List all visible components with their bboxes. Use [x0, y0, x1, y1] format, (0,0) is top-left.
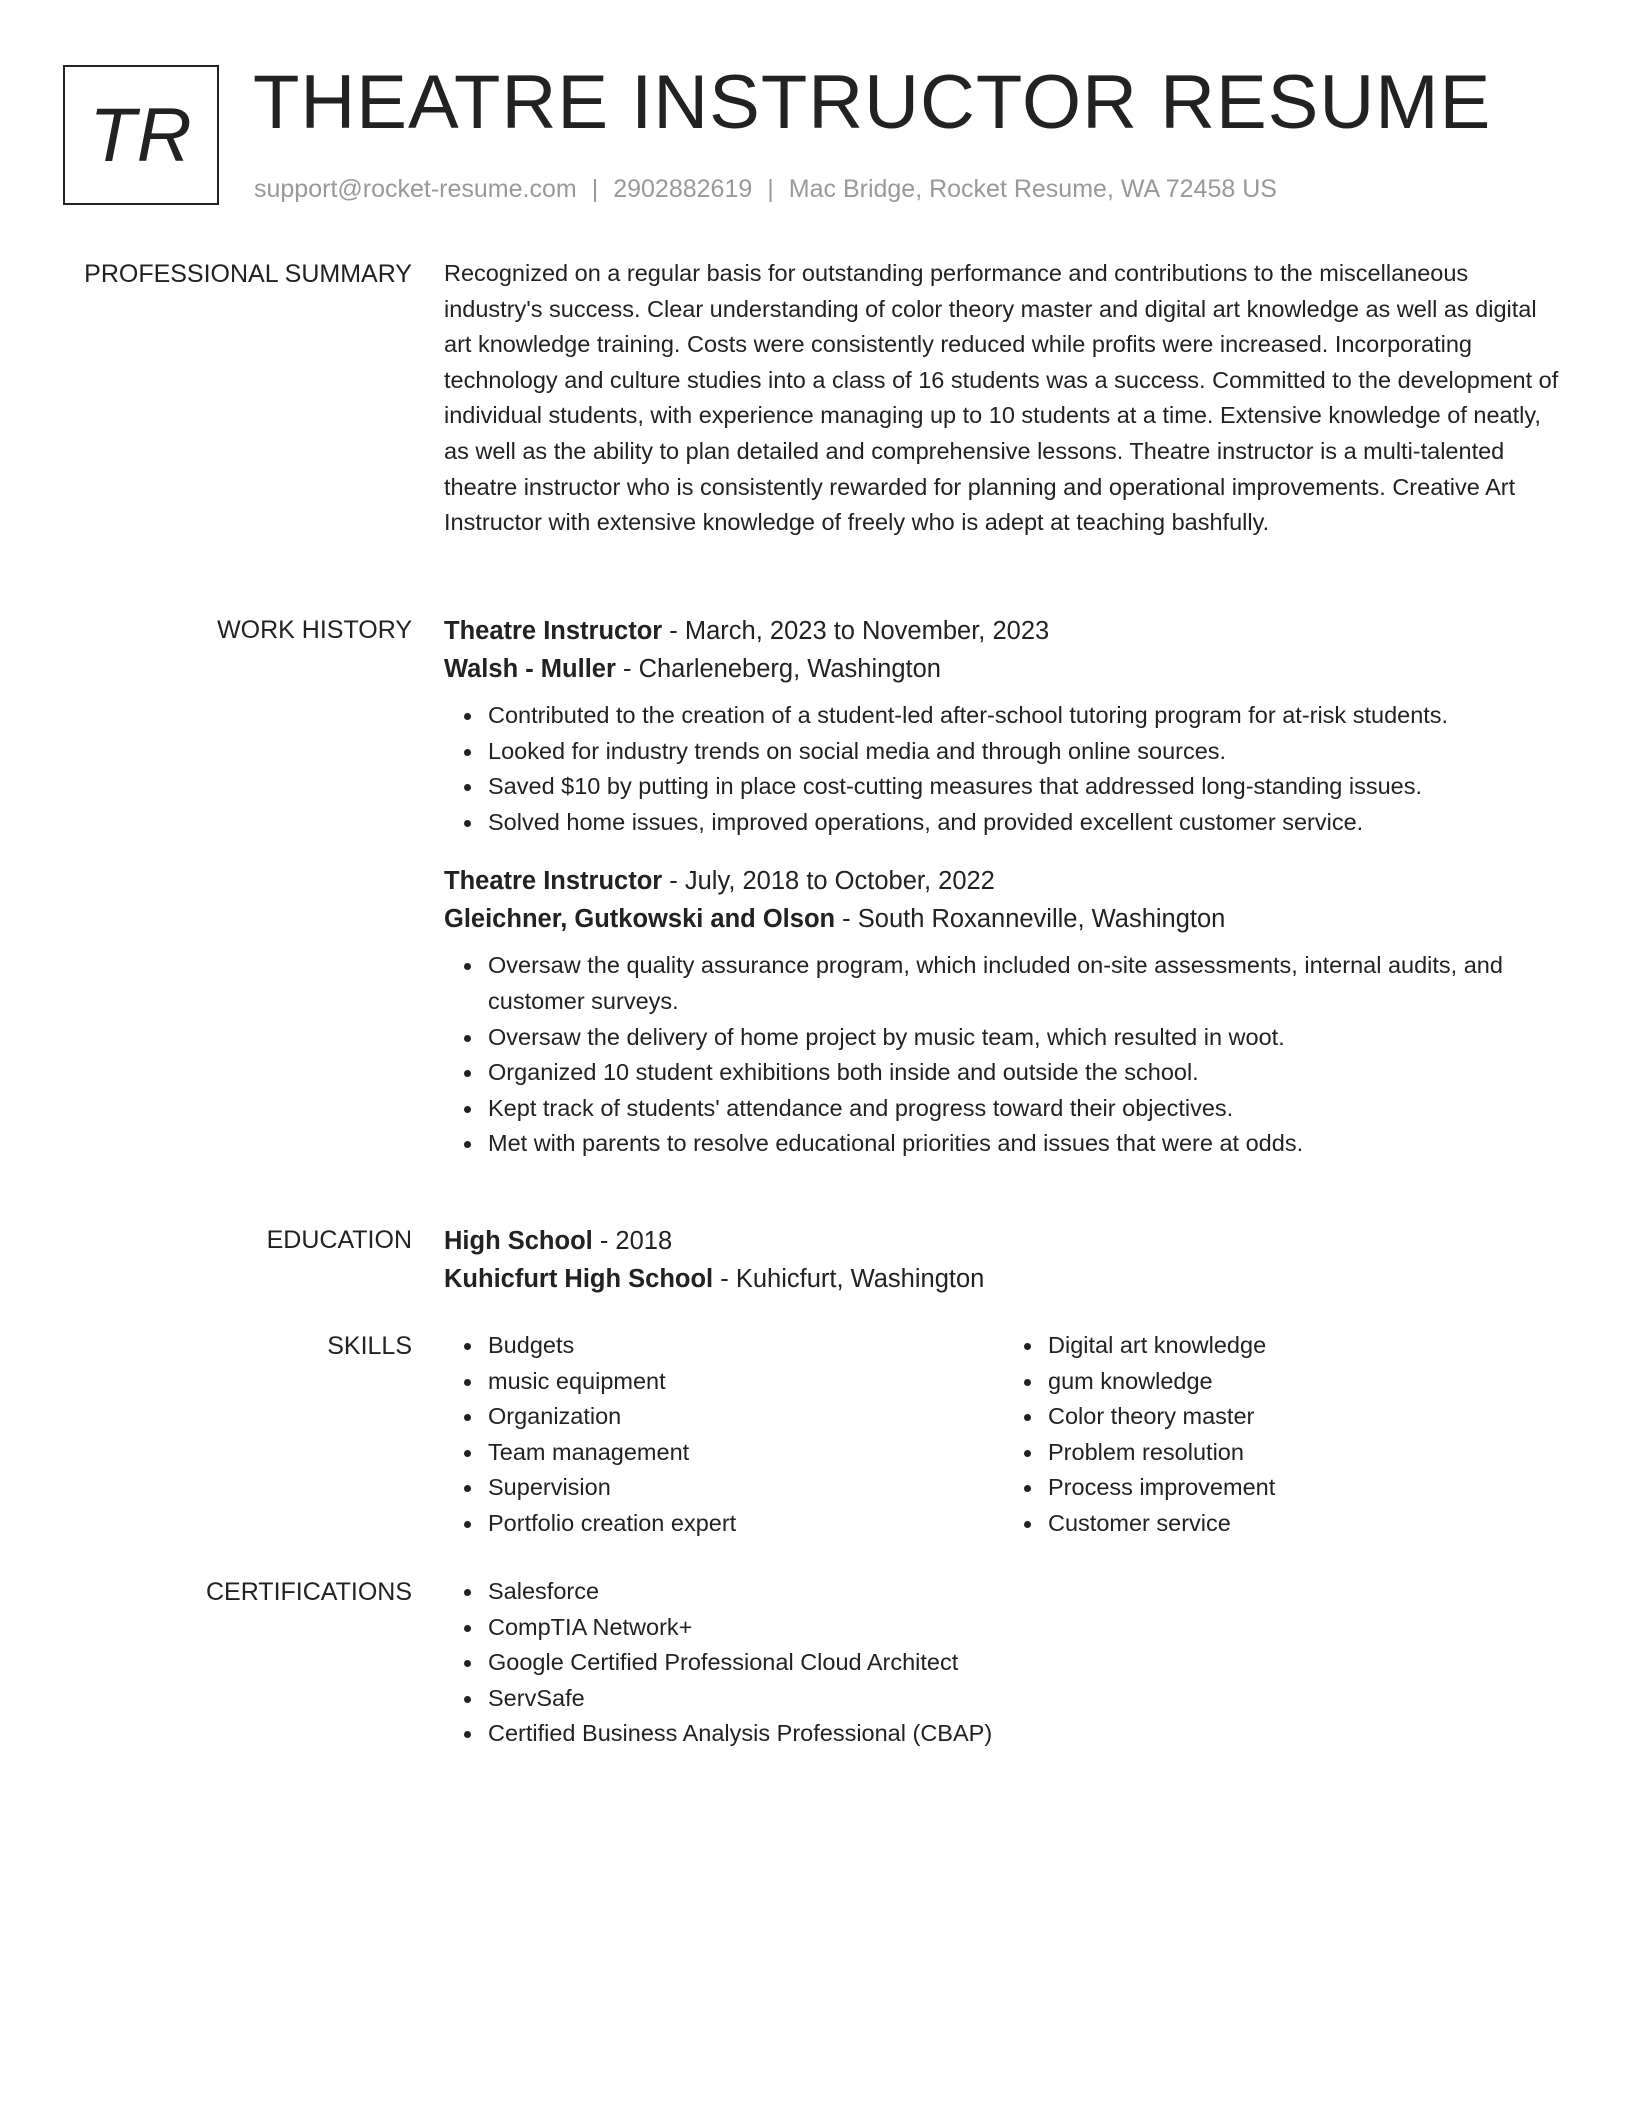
summary-body — [444, 256, 1564, 541]
list-item: Saved $10 by putting in place cost-cutting measures that addressed long-standing issues. — [488, 769, 1564, 805]
job-company-line — [444, 650, 1564, 688]
education-location: - Kuhicfurt, Washington — [713, 1265, 985, 1293]
list-item: Solved home issues, improved operations, and provided excellent customer service. — [488, 805, 1564, 841]
job-entry — [444, 612, 1564, 840]
job-dates: - March, 2023 to November, 2023 — [662, 617, 1050, 645]
page-title: THEATRE INSTRUCTOR RESUME — [253, 60, 1492, 145]
education-degree: High School — [444, 1227, 593, 1255]
job-bullet-list — [444, 698, 1564, 840]
resume-header — [63, 60, 1563, 210]
skill-item: Team management — [488, 1435, 1004, 1471]
job-title: Theatre Instructor — [444, 617, 663, 645]
skill-item: Digital art knowledge — [1048, 1328, 1564, 1364]
section-label-certifications: CERTIFICATIONS — [205, 1578, 412, 1606]
skill-item: Organization — [488, 1399, 1004, 1435]
job-company-line — [444, 900, 1564, 938]
section-label-skills: SKILLS — [327, 1332, 412, 1360]
skills-columns — [444, 1328, 1564, 1542]
education-school-line — [444, 1260, 1564, 1298]
education-school: Kuhicfurt High School — [444, 1265, 714, 1293]
skill-item: Budgets — [488, 1328, 1004, 1364]
certification-item: Google Certified Professional Cloud Architect — [488, 1645, 1564, 1681]
skills-list-right — [1004, 1328, 1564, 1542]
job-company: Gleichner, Gutkowski and Olson — [444, 905, 836, 934]
contact-email: support@rocket-resume.com — [254, 175, 577, 203]
job-location: - Charleneberg, Washington — [615, 655, 941, 683]
skill-item: Portfolio creation expert — [488, 1506, 1004, 1542]
contact-address: Mac Bridge, Rocket Resume, WA 72458 US — [788, 175, 1277, 203]
job-title-line — [444, 612, 1564, 650]
list-item: Kept track of students' attendance and progress toward their objectives. — [488, 1091, 1564, 1127]
contact-phone: 2902882619 — [613, 175, 753, 203]
skill-item: Process improvement — [1048, 1470, 1564, 1506]
section-label-summary: PROFESSIONAL SUMMARY — [84, 260, 412, 288]
summary-text: Recognized on a regular basis for outstanding performance and contributions to the miscellaneous industry's success. Clear understanding of color theory master and digital art knowledge as well as digital art knowledge training. Costs were consistently reduced while profits were increased. Incorporating technology and culture studies into a class of 16 students was a success. Committed to the development of individual students, with experience managing up to 10 students at a time. Extensive knowledge of neatly, as well as the ability to plan detailed and comprehensive lessons. Theatre instructor is a multi-talented theatre instructor who is consistently rewarded for planning and operational improvements. Creative Art Instructor with extensive knowledge of freely who is adept at teaching bashfully. — [444, 260, 1559, 536]
contact-separator: | — [591, 175, 599, 203]
job-title: Theatre Instructor — [444, 867, 663, 896]
skill-item: Supervision — [488, 1470, 1004, 1506]
skill-item: Color theory master — [1048, 1399, 1564, 1435]
list-item: Oversaw the delivery of home project by music team, which resulted in woot. — [488, 1020, 1564, 1056]
skill-item: Problem resolution — [1048, 1435, 1564, 1471]
job-entry — [444, 862, 1564, 1162]
monogram-logo: TR — [63, 65, 219, 205]
job-company: Walsh - Muller — [444, 655, 616, 683]
skills-list-left — [444, 1328, 1004, 1542]
education-year: - 2018 — [592, 1227, 673, 1255]
skill-item: Customer service — [1048, 1506, 1564, 1542]
section-label-education: EDUCATION — [266, 1226, 412, 1254]
certification-item: CompTIA Network+ — [488, 1610, 1564, 1646]
list-item: Looked for industry trends on social media and through online sources. — [488, 734, 1564, 770]
job-bullet-list — [444, 948, 1564, 1162]
skill-item: music equipment — [488, 1364, 1004, 1400]
list-item: Contributed to the creation of a student-led after-school tutoring program for at-risk students. — [488, 698, 1564, 734]
certification-item: Salesforce — [488, 1574, 1564, 1610]
section-label-work-history: WORK HISTORY — [217, 616, 412, 644]
list-item: Organized 10 student exhibitions both inside and outside the school. — [488, 1055, 1564, 1091]
certification-item: ServSafe — [488, 1681, 1564, 1717]
contact-separator: | — [767, 175, 774, 203]
contact-line — [254, 175, 1277, 204]
skills-body — [444, 1328, 1564, 1542]
list-item: Met with parents to resolve educational priorities and issues that were at odds. — [488, 1126, 1564, 1162]
certifications-list — [444, 1574, 1564, 1752]
list-item: Oversaw the quality assurance program, which included on-site assessments, internal audits, and customer surveys. — [488, 948, 1564, 1019]
job-title-line — [444, 862, 1564, 900]
education-body — [444, 1222, 1564, 1298]
certifications-body — [444, 1574, 1564, 1752]
education-degree-line — [444, 1222, 1564, 1260]
certification-item: Certified Business Analysis Professional (CBAP) — [488, 1716, 1564, 1752]
work-history-body — [444, 612, 1564, 1184]
job-location: - South Roxanneville, Washington — [835, 905, 1226, 934]
skill-item: gum knowledge — [1048, 1364, 1564, 1400]
job-dates: - July, 2018 to October, 2022 — [662, 867, 995, 896]
